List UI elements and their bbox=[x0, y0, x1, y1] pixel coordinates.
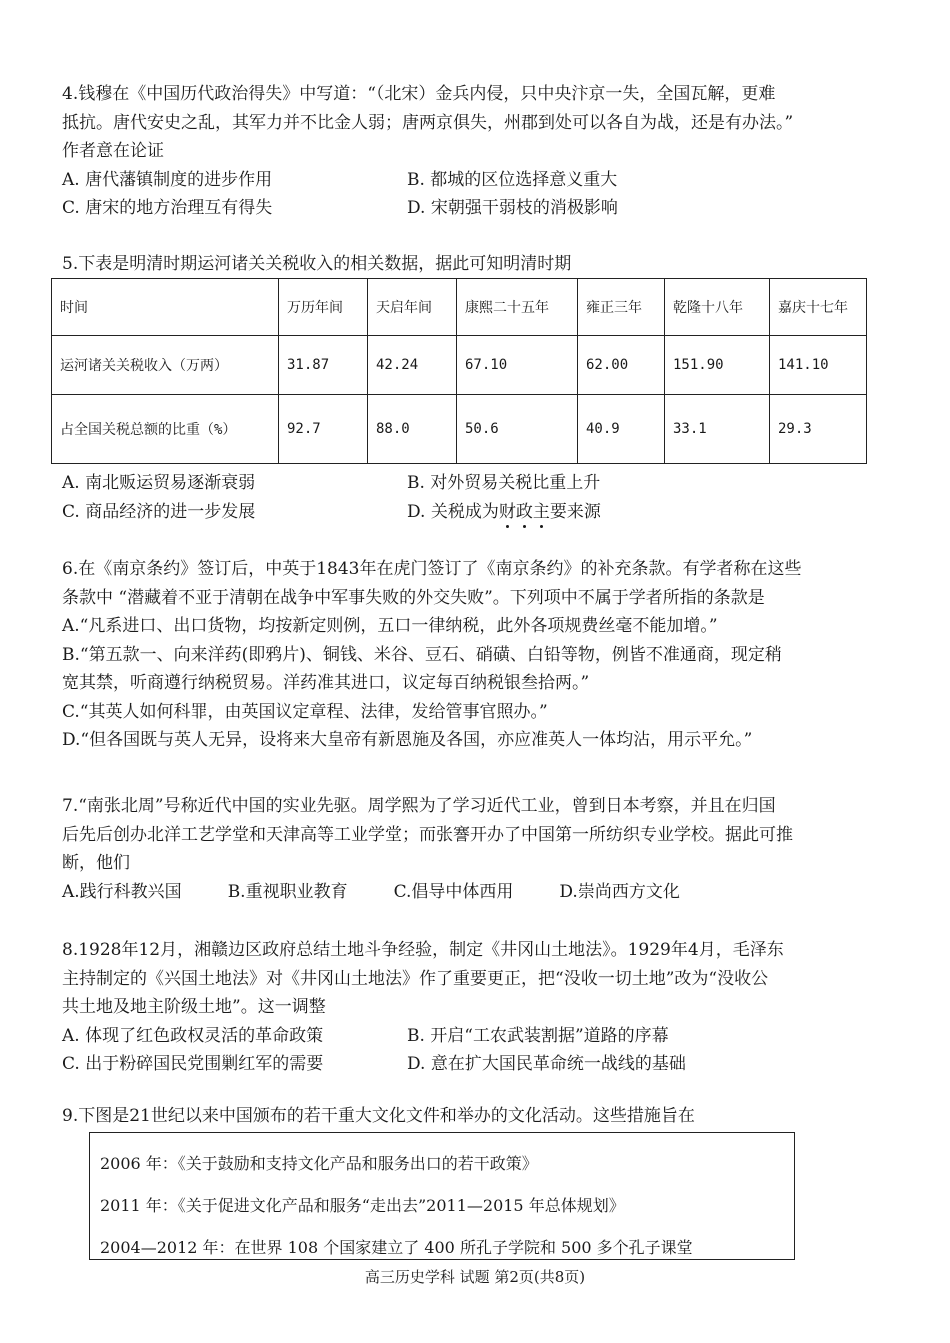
q8-option-d[interactable]: D. 意在扩大国民革命统一战线的基础 bbox=[407, 1054, 686, 1074]
q6-option-a[interactable]: A.“凡系进口、出口货物，均按新定则例，五口一律纳税，此外各项规费丝毫不能加增。” bbox=[62, 616, 718, 636]
table-cell: 92.7 bbox=[279, 395, 368, 464]
q8-option-b[interactable]: B. 开启“工农武装割据”道路的序幕 bbox=[407, 1025, 669, 1046]
q5-option-d[interactable] bbox=[407, 498, 601, 527]
table-cell: 嘉庆十七年 bbox=[770, 279, 867, 336]
q5-option-d-suffix: 要来源 bbox=[549, 501, 601, 522]
table-cell: 运河诸关关税收入（万两） bbox=[52, 336, 279, 395]
tax-table bbox=[51, 278, 867, 464]
q8-options-row bbox=[62, 1022, 892, 1051]
question-7 bbox=[62, 792, 892, 906]
q7-stem-line: 后先后创办北洋工艺学堂和天津高等工业学堂；而张謇开办了中国第一所纺织专业学校。据此可推 bbox=[62, 824, 793, 845]
table-cell: 40.9 bbox=[578, 395, 665, 464]
q4-stem-line: 4.钱穆在《中国历代政治得失》中写道：“（北宋）金兵内侵，只中央汴京一失，全国瓦解，更难 bbox=[62, 84, 776, 104]
q8-stem-line: 共土地及地主阶级土地”。这一调整 bbox=[62, 997, 326, 1017]
table-cell: 雍正三年 bbox=[578, 279, 665, 336]
q7-stem-line: 7.“南张北周”号称近代中国的实业先驱。周学熙为了学习近代工业，曾到日本考察，并且在归国 bbox=[62, 796, 776, 816]
q5-options-row bbox=[62, 498, 892, 527]
table-cell: 141.10 bbox=[770, 336, 867, 395]
q8-stem-line: 8.1928年12月，湘赣边区政府总结土地斗争经验，制定《井冈山土地法》。1929年4月，毛泽东 bbox=[62, 940, 784, 960]
table-cell: 31.87 bbox=[279, 336, 368, 395]
table-cell: 50.6 bbox=[457, 395, 578, 464]
table-row bbox=[52, 395, 867, 464]
q7-stem-line: 断，他们 bbox=[62, 853, 130, 873]
table-row bbox=[52, 336, 867, 395]
q9-box-line: 2011 年：《关于促进文化产品和服务“走出去”2011—2015 年总体规划》 bbox=[100, 1196, 625, 1215]
q4-option-a[interactable]: A. 唐代藩镇制度的进步作用 bbox=[62, 169, 273, 190]
table-cell: 乾隆十八年 bbox=[665, 279, 770, 336]
q9-box-line: 2004—2012 年：在世界 108 个国家建立了 400 所孔子学院和 500 多个孔子课堂 bbox=[100, 1238, 693, 1257]
table-cell: 62.00 bbox=[578, 336, 665, 395]
q5-option-c[interactable]: C. 商品经济的进一步发展 bbox=[62, 501, 256, 522]
table-cell: 康熙二十五年 bbox=[457, 279, 578, 336]
q4-stem-line: 作者意在论证 bbox=[62, 141, 164, 161]
q4-option-d[interactable]: D. 宋朝强干弱枝的消极影响 bbox=[407, 198, 618, 218]
q8-options-row bbox=[62, 1050, 892, 1079]
emphasis-dot-char: 政 bbox=[515, 501, 533, 522]
question-4 bbox=[62, 80, 892, 223]
q5-option-a[interactable]: A. 南北贩运贸易逐渐衰弱 bbox=[62, 473, 256, 493]
table-cell: 时间 bbox=[52, 279, 279, 336]
q4-option-b[interactable]: B. 都城的区位选择意义重大 bbox=[407, 169, 618, 190]
table-cell: 151.90 bbox=[665, 336, 770, 395]
q6-option-b-line: 宽其禁，听商遵行纳税贸易。洋药准其进口，议定每百纳税银叁拾两。” bbox=[62, 673, 590, 693]
question-6 bbox=[62, 555, 892, 755]
q8-option-c[interactable]: C. 出于粉碎国民党围剿红军的需要 bbox=[62, 1054, 324, 1074]
q5-stem: 5.下表是明清时期运河诸关关税收入的相关数据，据此可知明清时期 bbox=[62, 254, 572, 274]
table-cell: 33.1 bbox=[665, 395, 770, 464]
table-cell: 67.10 bbox=[457, 336, 578, 395]
table-cell: 天启年间 bbox=[368, 279, 457, 336]
q7-option-b[interactable]: B.重视职业教育 bbox=[227, 881, 348, 902]
q4-option-c[interactable]: C. 唐宋的地方治理互有得失 bbox=[62, 198, 273, 218]
q7-options-row bbox=[62, 878, 892, 907]
q4-options-row bbox=[62, 166, 892, 195]
q9-stem: 9.下图是21世纪以来中国颁布的若干重大文化文件和举办的文化活动。这些措施旨在 bbox=[62, 1106, 695, 1126]
q5-options bbox=[62, 469, 892, 526]
q6-option-d[interactable]: D.“但各国既与英人无异，设将来大皇帝有新恩施及各国，亦应准英人一体均沾，用示平允。” bbox=[62, 730, 753, 750]
table-header-row bbox=[52, 279, 867, 336]
q6-stem-line: 6.在《南京条约》签订后，中英于1843年在虎门签订了《南京条约》的补充条款。有学者称在这些 bbox=[62, 559, 802, 579]
emphasis-dot-char: 主 bbox=[532, 501, 550, 522]
question-9 bbox=[62, 1102, 892, 1131]
q6-option-b-line: B.“第五款一、向来洋药(即鸦片)、铜钱、米谷、豆石、硝磺、白铅等物，例皆不准通商，现定稍 bbox=[62, 644, 782, 665]
table-cell: 88.0 bbox=[368, 395, 457, 464]
q8-option-a[interactable]: A. 体现了红色政权灵活的革命政策 bbox=[62, 1025, 324, 1046]
question-8 bbox=[62, 936, 892, 1079]
q6-stem-line: 条款中 “潜藏着不亚于清朝在战争中军事失败的外交失败”。下列项中不属于学者所指的条款是 bbox=[62, 587, 765, 608]
q7-option-c[interactable]: C.倡导中体西用 bbox=[393, 881, 514, 902]
q5-option-d-prefix: D. 关税成为 bbox=[407, 501, 499, 522]
table-cell: 42.24 bbox=[368, 336, 457, 395]
q4-options-row bbox=[62, 194, 892, 223]
page-footer: 高三历史学科 试题 第2页(共8页) bbox=[364, 1268, 586, 1286]
q7-option-a[interactable]: A.践行科教兴国 bbox=[62, 881, 182, 902]
q9-box-line: 2006 年：《关于鼓励和支持文化产品和服务出口的若干政策》 bbox=[100, 1154, 538, 1173]
q5-option-d-emphasis bbox=[499, 502, 550, 522]
table-cell: 万历年间 bbox=[279, 279, 368, 336]
q7-option-d[interactable]: D.崇尚西方文化 bbox=[559, 881, 680, 902]
q5-option-b[interactable]: B. 对外贸易关税比重上升 bbox=[407, 473, 601, 493]
q6-option-b[interactable] bbox=[62, 641, 892, 698]
question-5 bbox=[62, 250, 892, 279]
emphasis-dot-char: 财 bbox=[498, 501, 516, 522]
table-cell: 29.3 bbox=[770, 395, 867, 464]
q6-option-c[interactable]: C.“其英人如何科罪，由英国议定章程、法律，发给管事官照办。” bbox=[62, 701, 548, 722]
q9-material-box bbox=[89, 1132, 795, 1260]
q5-options-row bbox=[62, 469, 892, 498]
q4-stem-line: 抵抗。唐代安史之乱，其军力并不比金人弱；唐两京俱失，州郡到处可以各自为战，还是有办法。” bbox=[62, 112, 794, 133]
q8-stem-line: 主持制定的《兴国土地法》对《井冈山土地法》作了重要更正，把“没收一切土地”改为“没收公 bbox=[62, 968, 769, 989]
table-cell: 占全国关税总额的比重（%） bbox=[52, 395, 279, 464]
